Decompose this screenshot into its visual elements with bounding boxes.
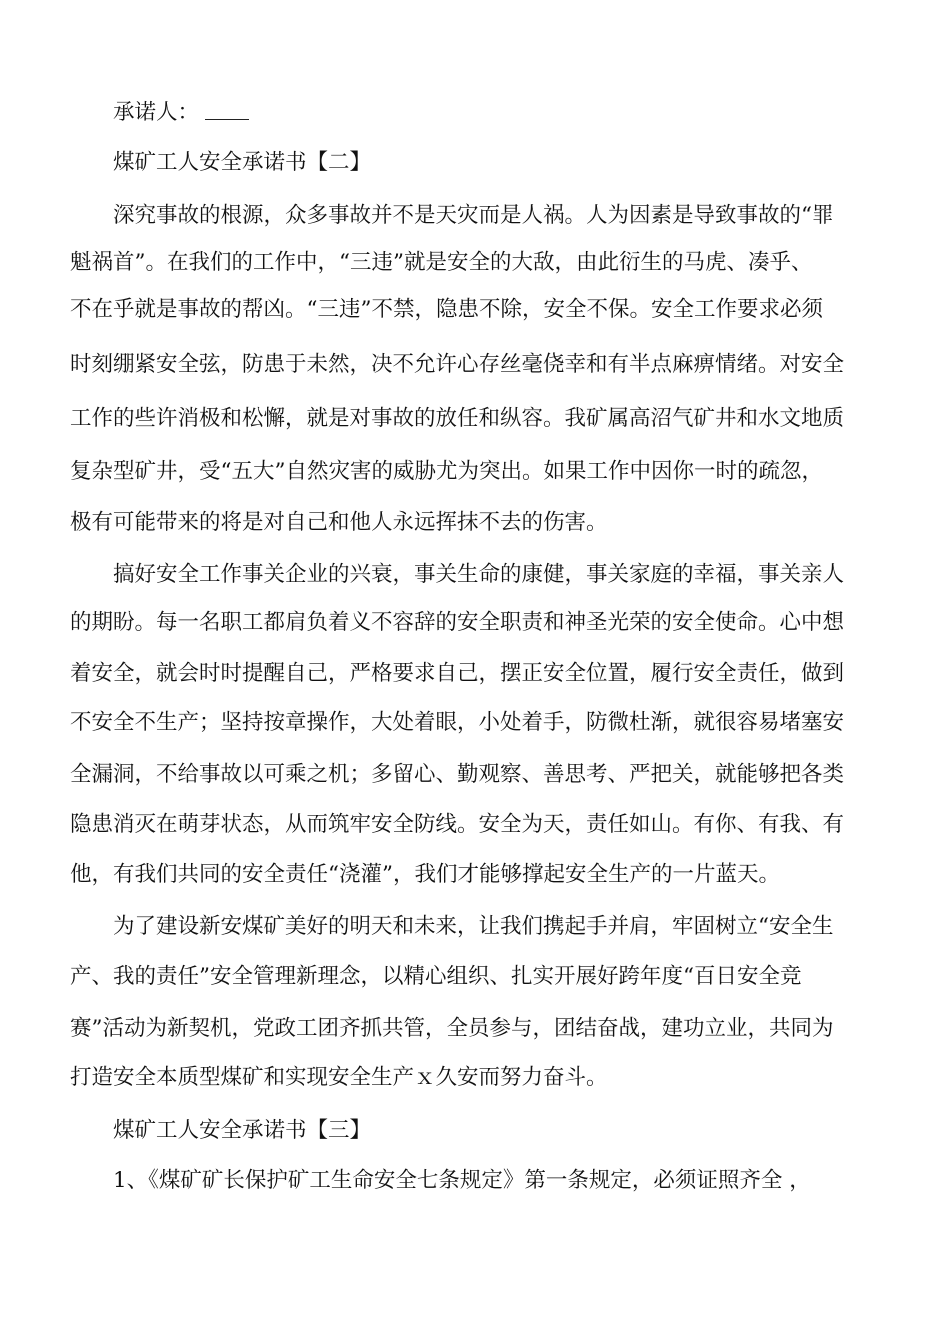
paragraph-1-line: 复杂型矿井，受“五大”自然灾害的威胁尤为突出。如果工作中因你一时的疏忽， xyxy=(70,459,823,484)
paragraph-1-line: 极有可能带来的将是对自己和他人永远挥抹不去的伤害。 xyxy=(70,510,608,535)
signature-blank xyxy=(203,93,249,133)
paragraph-1-line: 魁祸首”。在我们的工作中，“三违”就是安全的大敌，由此衍生的马虎、凑乎、 xyxy=(70,250,813,275)
paragraph-2-line: 着安全，就会时时提醒自己，严格要求自己，摆正安全位置，履行安全责任，做到 xyxy=(70,661,845,686)
signer-label: 承诺人： xyxy=(113,100,200,125)
paragraph-1-line: 时刻绷紧安全弦，防患于未然，决不允许心存丝毫侥幸和有半点麻痹情绪。对安全 xyxy=(70,352,845,377)
signer-line xyxy=(0,93,950,133)
paragraph-3-line: 为了建设新安煤矿美好的明天和未来，让我们携起手并肩，牢固树立“安全生 xyxy=(113,914,834,939)
section-title-3: 煤矿工人安全承诺书【三】 xyxy=(113,1118,372,1143)
paragraph-1-line: 工作的些许消极和松懈，就是对事故的放任和纵容。我矿属高沼气矿井和水文地质 xyxy=(70,406,845,431)
paragraph-3-line: 赛”活动为新契机，党政工团齐抓共管，全员参与，团结奋战，建功立业，共同为 xyxy=(70,1016,834,1041)
paragraph-2-line: 隐患消灭在萌芽状态，从而筑牢安全防线。安全为天，责任如山。有你、有我、有 xyxy=(70,812,845,837)
paragraph-2-line: 的期盼。每一名职工都肩负着义不容辞的安全职责和神圣光荣的安全使命。心中想 xyxy=(70,610,845,635)
paragraph-2-line: 他，有我们共同的安全责任“浇灌”，我们才能够撑起安全生产的一片蓝天。 xyxy=(70,862,780,887)
paragraph-1-line: 不在乎就是事故的帮凶。“三违”不禁，隐患不除，安全不保。安全工作要求必须 xyxy=(70,297,823,322)
paragraph-2-line: 全漏洞，不给事故以可乘之机；多留心、勤观察、善思考、严把关，就能够把各类 xyxy=(70,762,845,787)
paragraph-1-line: 深究事故的根源，众多事故并不是天灾而是人祸。人为因素是导致事故的“罪 xyxy=(113,203,834,228)
section-title-2: 煤矿工人安全承诺书【二】 xyxy=(113,150,372,175)
paragraph-3-line: 产、我的责任”安全管理新理念，以精心组织、扎实开展好跨年度“百日安全竞 xyxy=(70,964,802,989)
paragraph-3-line: 打造安全本质型煤矿和实现安全生产ｘ久安而努力奋斗。 xyxy=(70,1065,608,1090)
paragraph-2-line: 不安全不生产；坚持按章操作，大处着眼，小处着手，防微杜渐，就很容易堵塞安 xyxy=(70,710,845,735)
paragraph-2-line: 搞好安全工作事关企业的兴衰，事关生命的康健，事关家庭的幸福，事关亲人 xyxy=(113,562,845,587)
list-item-1: 1、《煤矿矿长保护矿工生命安全七条规定》第一条规定，必须证照齐全 ， xyxy=(113,1168,811,1193)
